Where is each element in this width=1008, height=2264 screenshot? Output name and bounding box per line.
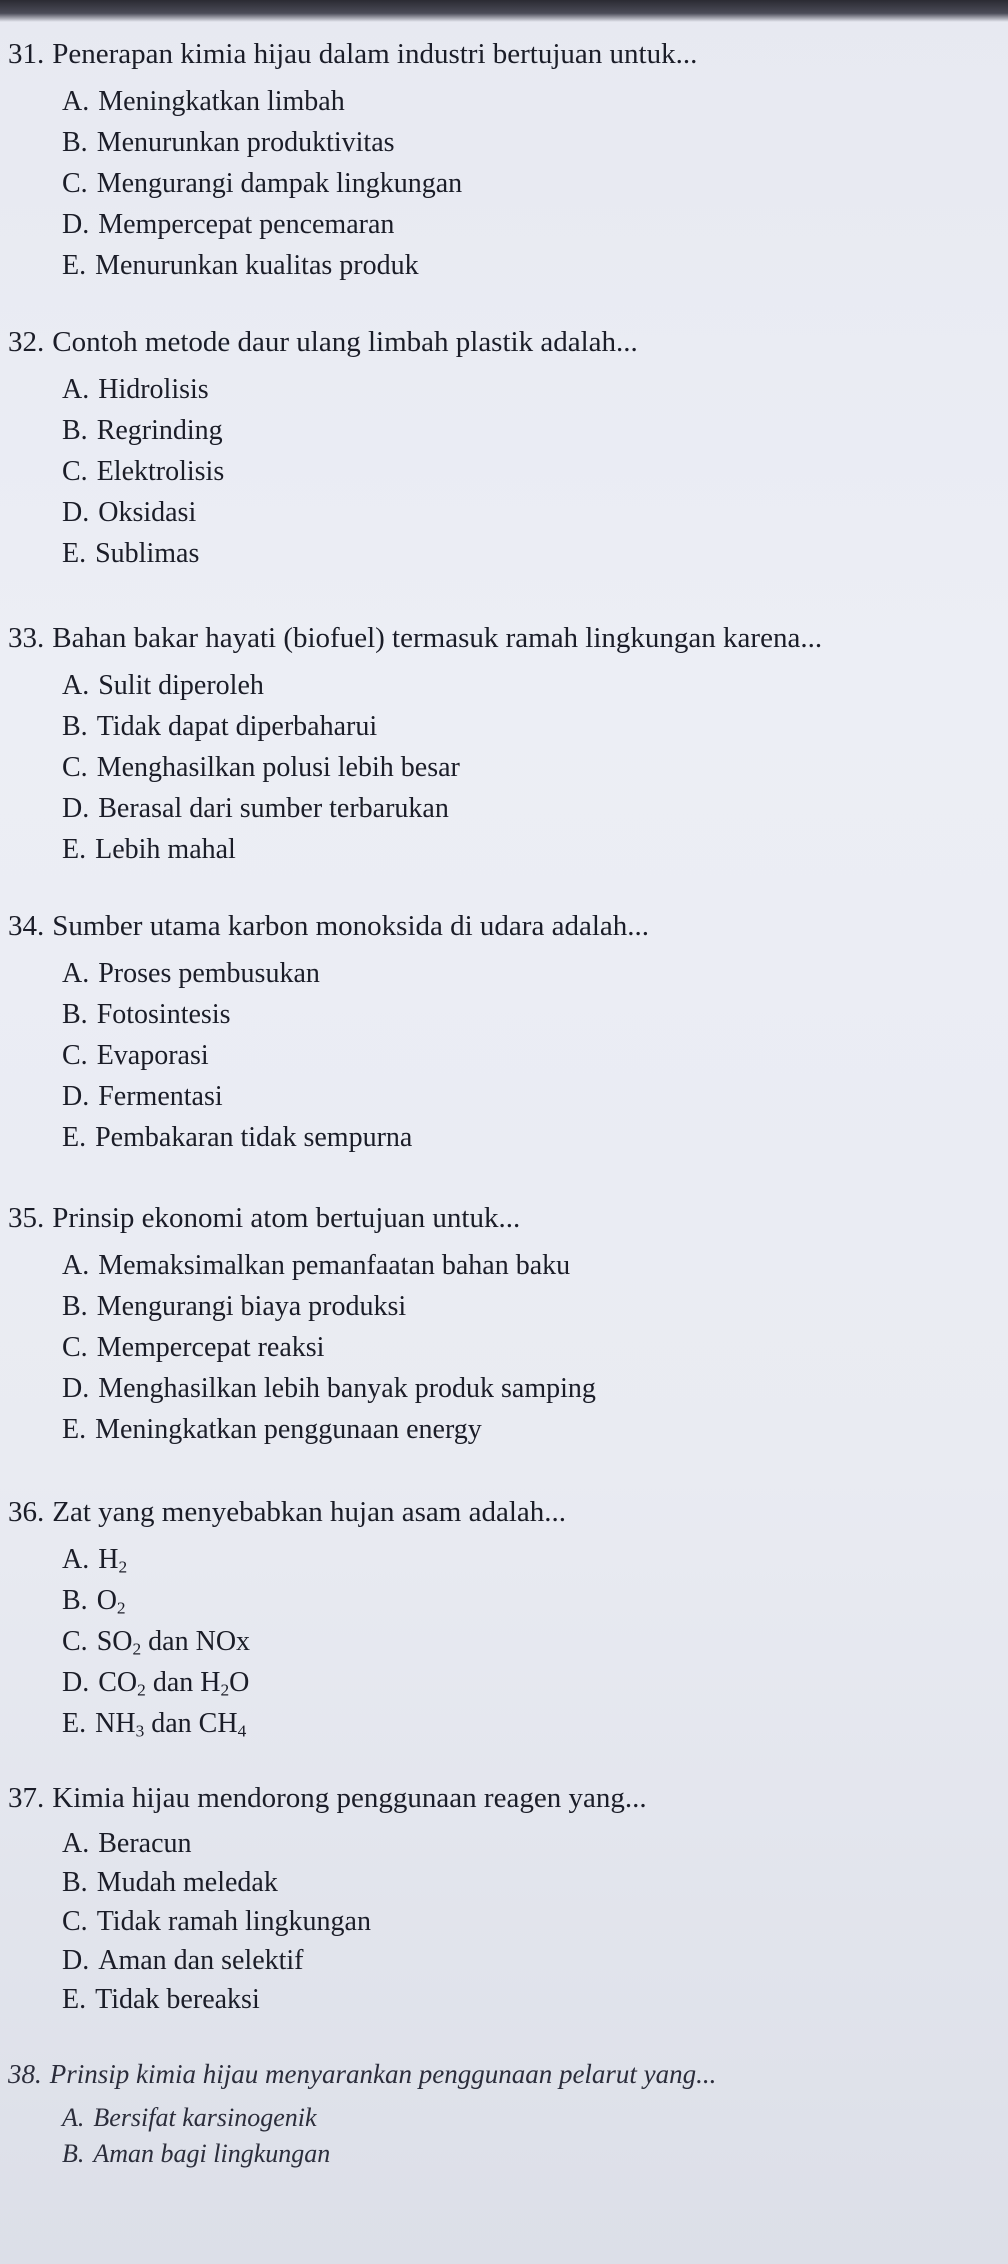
option-formula <box>95 1708 246 1739</box>
option-a[interactable] <box>62 956 320 992</box>
option-letter: B. <box>62 2139 85 2168</box>
formula-subscript: 2 <box>132 1639 142 1659</box>
option-text: Aman bagi lingkungan <box>93 2139 331 2168</box>
option-e[interactable] <box>62 832 236 868</box>
option-text: Mempercepat pencemaran <box>98 209 395 240</box>
question-number: 37. <box>8 1782 45 1814</box>
question-number: 36. <box>8 1496 45 1528</box>
option-letter: A. <box>62 86 90 117</box>
question-number: 38. <box>8 2059 42 2089</box>
option-letter: A. <box>62 1828 90 1859</box>
question-prompt: Penerapan kimia hijau dalam industri bertujuan untuk... <box>52 38 698 70</box>
option-letter: C. <box>62 1040 88 1071</box>
option-b[interactable] <box>62 997 231 1033</box>
option-letter: C. <box>62 1626 88 1657</box>
option-text: Regrinding <box>96 415 223 446</box>
option-text: Fotosintesis <box>96 999 231 1030</box>
option-letter: A. <box>62 958 90 989</box>
option-letter: B. <box>62 999 88 1030</box>
option-letter: D. <box>62 497 90 528</box>
option-d[interactable] <box>62 1943 304 1979</box>
question-36-text <box>8 1494 566 1530</box>
option-letter: E. <box>62 1984 87 2015</box>
option-letter: D. <box>62 793 90 824</box>
option-text: Menghasilkan polusi lebih besar <box>96 752 460 783</box>
question-34-text <box>8 908 649 944</box>
option-text: Evaporasi <box>96 1040 209 1071</box>
formula-text: dan CH <box>144 1708 238 1739</box>
option-d[interactable] <box>62 207 394 243</box>
option-letter: E. <box>62 834 87 865</box>
option-c[interactable] <box>62 1330 324 1366</box>
option-letter: D. <box>62 1667 90 1698</box>
option-letter: B. <box>62 1585 88 1616</box>
option-text: Aman dan selektif <box>98 1945 304 1976</box>
option-letter: E. <box>62 1122 87 1153</box>
option-letter: D. <box>62 1373 90 1404</box>
question-prompt: Contoh metode daur ulang limbah plastik adalah... <box>52 326 638 358</box>
question-prompt: Prinsip ekonomi atom bertujuan untuk... <box>52 1202 521 1234</box>
option-formula <box>97 1585 126 1616</box>
option-text: Menurunkan kualitas produk <box>95 250 419 281</box>
option-letter: D. <box>62 1081 90 1112</box>
option-letter: E. <box>62 250 87 281</box>
question-prompt: Zat yang menyebabkan hujan asam adalah... <box>52 1496 566 1528</box>
formula-text: NH <box>95 1708 136 1739</box>
option-letter: A. <box>62 1544 90 1575</box>
option-letter: B. <box>62 1867 88 1898</box>
formula-subscript: 2 <box>137 1680 146 1700</box>
option-formula <box>98 1667 249 1698</box>
question-32-text <box>8 324 638 360</box>
formula-text: dan H <box>145 1667 221 1698</box>
option-e[interactable] <box>62 1706 246 1749</box>
question-35-text <box>8 1200 520 1236</box>
option-text: Tidak bereaksi <box>95 1984 260 2015</box>
option-c[interactable] <box>62 454 224 490</box>
option-text: Tidak dapat diperbaharui <box>96 711 378 742</box>
option-text: Fermentasi <box>98 1081 223 1112</box>
option-e[interactable] <box>62 1412 482 1448</box>
question-31-text <box>8 36 697 72</box>
formula-subscript: 2 <box>220 1680 230 1700</box>
option-letter: C. <box>62 1906 88 1937</box>
option-d[interactable] <box>62 1371 596 1407</box>
option-text: Tidak ramah lingkungan <box>96 1906 371 1937</box>
option-letter: A. <box>62 374 90 405</box>
option-d[interactable] <box>62 1665 249 1708</box>
option-a[interactable] <box>62 1248 570 1284</box>
option-letter: C. <box>62 752 88 783</box>
option-letter: E. <box>62 1708 87 1739</box>
formula-subscript: 4 <box>237 1721 247 1741</box>
question-number: 31. <box>8 38 45 70</box>
option-letter: B. <box>62 1291 88 1322</box>
option-c[interactable] <box>62 1904 371 1940</box>
option-e[interactable] <box>62 1120 412 1156</box>
option-formula <box>98 1544 127 1575</box>
option-letter: D. <box>62 1945 90 1976</box>
option-text: Menurunkan produktivitas <box>96 127 395 158</box>
formula-text: O <box>96 1585 117 1616</box>
formula-subscript: 3 <box>135 1721 145 1741</box>
formula-subscript: 2 <box>116 1598 126 1618</box>
question-number: 35. <box>8 1202 45 1234</box>
option-a[interactable] <box>62 372 209 408</box>
option-text: Sulit diperoleh <box>98 670 264 701</box>
option-text: Mudah meledak <box>96 1867 278 1898</box>
option-d[interactable] <box>62 1079 223 1115</box>
option-b[interactable] <box>62 413 223 449</box>
option-a[interactable] <box>62 84 345 120</box>
formula-text: dan NOx <box>141 1626 251 1657</box>
option-a[interactable] <box>62 2100 317 2136</box>
question-prompt: Prinsip kimia hijau menyarankan penggunaan pelarut yang... <box>49 2059 717 2089</box>
option-b[interactable] <box>62 1865 278 1901</box>
option-a[interactable] <box>62 1542 127 1585</box>
formula-text: CO <box>98 1667 138 1698</box>
question-33-text <box>8 620 822 656</box>
option-e[interactable] <box>62 536 199 572</box>
formula-text: SO <box>96 1626 133 1657</box>
option-text: Mengurangi biaya produksi <box>96 1291 407 1322</box>
option-text: Mempercepat reaksi <box>96 1332 325 1363</box>
option-letter: E. <box>62 538 87 569</box>
option-b[interactable] <box>62 1289 406 1325</box>
option-text: Proses pembusukan <box>98 958 320 989</box>
option-b[interactable] <box>62 125 395 161</box>
formula-subscript: 2 <box>118 1557 128 1577</box>
option-c[interactable] <box>62 750 460 786</box>
question-number: 32. <box>8 326 45 358</box>
question-prompt: Bahan bakar hayati (biofuel) termasuk ramah lingkungan karena... <box>52 622 823 654</box>
option-text: Menghasilkan lebih banyak produk samping <box>98 1373 596 1404</box>
option-d[interactable] <box>62 495 196 531</box>
option-b[interactable] <box>62 709 377 745</box>
option-text: Lebih mahal <box>95 834 236 865</box>
option-e[interactable] <box>62 248 419 284</box>
option-letter: B. <box>62 127 88 158</box>
option-a[interactable] <box>62 668 264 704</box>
question-38-text <box>8 2056 716 2092</box>
option-a[interactable] <box>62 1826 192 1862</box>
option-text: Hidrolisis <box>98 374 209 405</box>
formula-text: H <box>98 1544 119 1575</box>
option-text: Pembakaran tidak sempurna <box>95 1122 413 1153</box>
option-text: Mengurangi dampak lingkungan <box>96 168 463 199</box>
option-text: Bersifat karsinogenik <box>93 2103 317 2132</box>
option-text: Meningkatkan penggunaan energy <box>95 1414 482 1445</box>
option-text: Sublimas <box>95 538 200 569</box>
option-text: Elektrolisis <box>96 456 225 487</box>
option-letter: A. <box>62 2103 85 2132</box>
option-formula <box>97 1626 250 1657</box>
option-d[interactable] <box>62 791 449 827</box>
option-c[interactable] <box>62 1038 209 1074</box>
question-37-text <box>8 1780 647 1816</box>
question-number: 33. <box>8 622 45 654</box>
option-letter: A. <box>62 1250 90 1281</box>
option-text: Oksidasi <box>98 497 197 528</box>
formula-text: O <box>229 1667 250 1698</box>
option-letter: E. <box>62 1414 87 1445</box>
question-prompt: Kimia hijau mendorong penggunaan reagen yang... <box>52 1782 647 1814</box>
option-b[interactable] <box>62 2136 330 2172</box>
option-text: Berasal dari sumber terbarukan <box>98 793 449 824</box>
option-text: Beracun <box>98 1828 192 1859</box>
option-letter: B. <box>62 711 88 742</box>
question-prompt: Sumber utama karbon monoksida di udara adalah... <box>52 910 650 942</box>
option-letter: B. <box>62 415 88 446</box>
option-letter: C. <box>62 456 88 487</box>
option-letter: D. <box>62 209 90 240</box>
option-c[interactable] <box>62 166 462 202</box>
option-letter: A. <box>62 670 90 701</box>
question-number: 34. <box>8 910 45 942</box>
option-e[interactable] <box>62 1982 260 2018</box>
option-c[interactable] <box>62 1624 250 1667</box>
option-b[interactable] <box>62 1583 126 1626</box>
option-letter: C. <box>62 1332 88 1363</box>
option-text: Memaksimalkan pemanfaatan bahan baku <box>98 1250 571 1281</box>
option-text: Meningkatkan limbah <box>98 86 345 117</box>
option-letter: C. <box>62 168 88 199</box>
